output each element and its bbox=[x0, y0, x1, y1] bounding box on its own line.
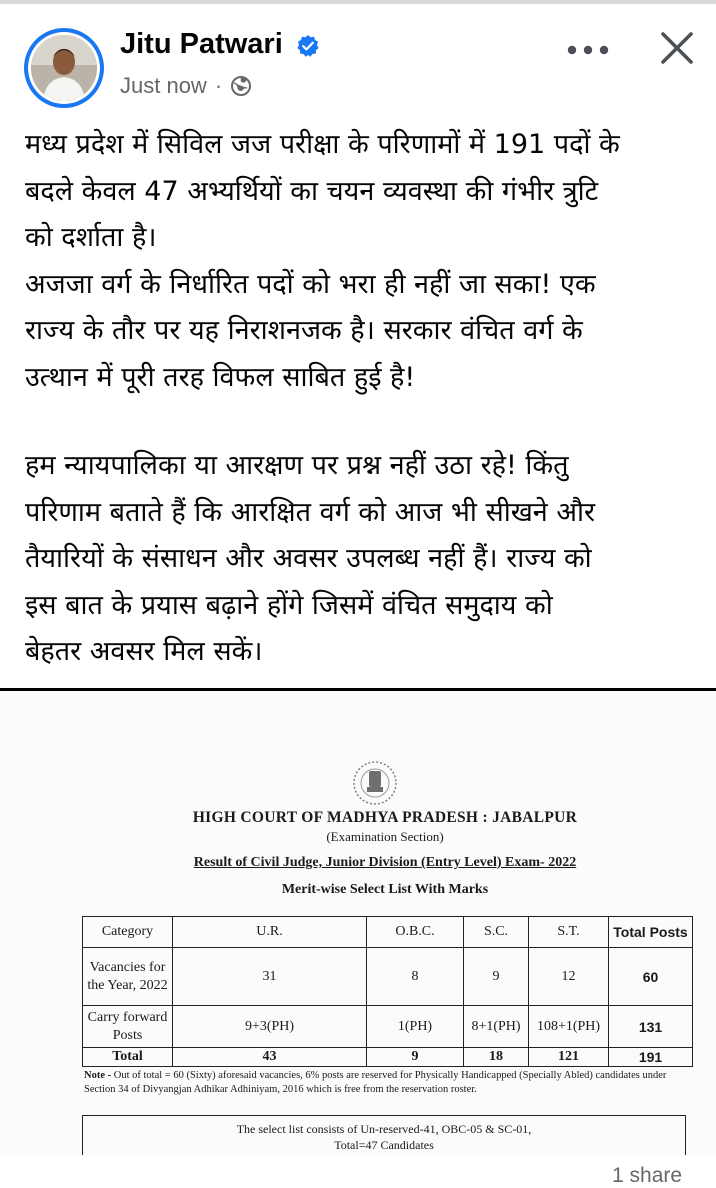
table-cell: 9 bbox=[367, 1048, 464, 1067]
table-cell: 9 bbox=[464, 948, 529, 1006]
table-cell: 121 bbox=[529, 1048, 609, 1067]
post-body bbox=[25, 122, 695, 676]
more-options-icon[interactable] bbox=[567, 44, 609, 56]
result-title: Result of Civil Judge, Junior Division (Entry Level) Exam- 2022 bbox=[193, 855, 577, 870]
merit-title: Merit-wise Select List With Marks bbox=[281, 882, 489, 897]
author-name[interactable]: Jitu Patwari bbox=[120, 28, 283, 60]
table-cell: Vacancies for the Year, 2022 bbox=[83, 948, 173, 1006]
table-cell: 9+3(PH) bbox=[173, 1006, 367, 1048]
top-status-strip bbox=[0, 0, 716, 4]
table-cell: 60 bbox=[609, 948, 693, 1006]
verified-badge-icon bbox=[296, 34, 320, 58]
table-cell: 108+1(PH) bbox=[529, 1006, 609, 1048]
globe-icon bbox=[230, 75, 252, 97]
table-header-cell: U.R. bbox=[173, 917, 367, 948]
table-header-cell: Total Posts bbox=[609, 917, 693, 948]
timestamp[interactable]: Just now bbox=[120, 73, 207, 98]
post-footer bbox=[0, 1156, 716, 1180]
profile-photo bbox=[31, 35, 97, 101]
avatar[interactable] bbox=[24, 28, 104, 108]
table-cell: Carry forward Posts bbox=[83, 1006, 173, 1048]
table-total-row bbox=[83, 1048, 693, 1067]
table-cell: 31 bbox=[173, 948, 367, 1006]
post-header bbox=[0, 18, 716, 108]
select-list-summary bbox=[82, 1115, 686, 1155]
table-header-row bbox=[83, 917, 693, 948]
table-row bbox=[83, 948, 693, 1006]
section-heading: (Examination Section) bbox=[326, 829, 444, 844]
share-count[interactable]: 1 share bbox=[612, 1164, 683, 1187]
note-text: Out of total = 60 (Sixty) aforesaid vacancies, 6% posts are reserved for Physically Handicapped (Specially Abled) candidates under Section 34 of Divyangjan Adhikar Adhiniyam, 2016 which is free from the reservation roster. bbox=[84, 1070, 667, 1095]
close-icon[interactable] bbox=[659, 30, 695, 66]
court-heading: HIGH COURT OF MADHYA PRADESH : JABALPUR bbox=[192, 809, 578, 826]
meta-separator: · bbox=[214, 73, 223, 98]
table-cell: 12 bbox=[529, 948, 609, 1006]
table-header-cell: O.B.C. bbox=[367, 917, 464, 948]
table-cell: 18 bbox=[464, 1048, 529, 1067]
vacancy-table bbox=[82, 916, 693, 1067]
table-header-cell: Category bbox=[83, 917, 173, 948]
table-cell: 43 bbox=[173, 1048, 367, 1067]
table-header-cell: S.T. bbox=[529, 917, 609, 948]
table-cell: 191 bbox=[609, 1048, 693, 1067]
table-header-cell: S.C. bbox=[464, 917, 529, 948]
select-line-2: Total=47 Candidates bbox=[334, 1138, 434, 1152]
post-paragraph-1: मध्य प्रदेश में सिविल जज परीक्षा के परिणामों में 191 पदों के बदले केवल 47 अभ्यर्थियों का चयन व्यवस्था की गंभीर त्रुटि को दर्शाता है। अजजा वर्ग के निर्धारित पदों को भरा ही नहीं जा सका! एक राज्य के तौर पर यह निराशनजक है। सरकार वंचित वर्ग के उत्थान में पूरी तरह विफल साबित हुई है! bbox=[25, 129, 620, 393]
note-label: Note - bbox=[84, 1070, 112, 1081]
table-cell: 8 bbox=[367, 948, 464, 1006]
post-paragraph-2: हम न्यायपालिका या आरक्षण पर प्रश्न नहीं उठा रहे! किंतु परिणाम बताते हैं कि आरक्षित वर्ग को आज भी सीखने और तैयारियों के संसाधन और अवसर उपलब्ध नहीं हैं। राज्य को इस बात के प्रयास बढ़ाने होंगे जिसमें वंचित समुदाय को बेहतर अवसर मिल सकें। bbox=[25, 450, 596, 667]
table-row bbox=[83, 1006, 693, 1048]
post-meta bbox=[120, 73, 252, 99]
table-cell: Total bbox=[83, 1048, 173, 1067]
reservation-note bbox=[84, 1069, 694, 1097]
attached-document-image[interactable] bbox=[0, 691, 716, 1161]
table-cell: 131 bbox=[609, 1006, 693, 1048]
table-cell: 1(PH) bbox=[367, 1006, 464, 1048]
select-line-1: The select list consists of Un-reserved-41, OBC-05 & SC-01, bbox=[236, 1122, 532, 1136]
table-cell: 8+1(PH) bbox=[464, 1006, 529, 1048]
